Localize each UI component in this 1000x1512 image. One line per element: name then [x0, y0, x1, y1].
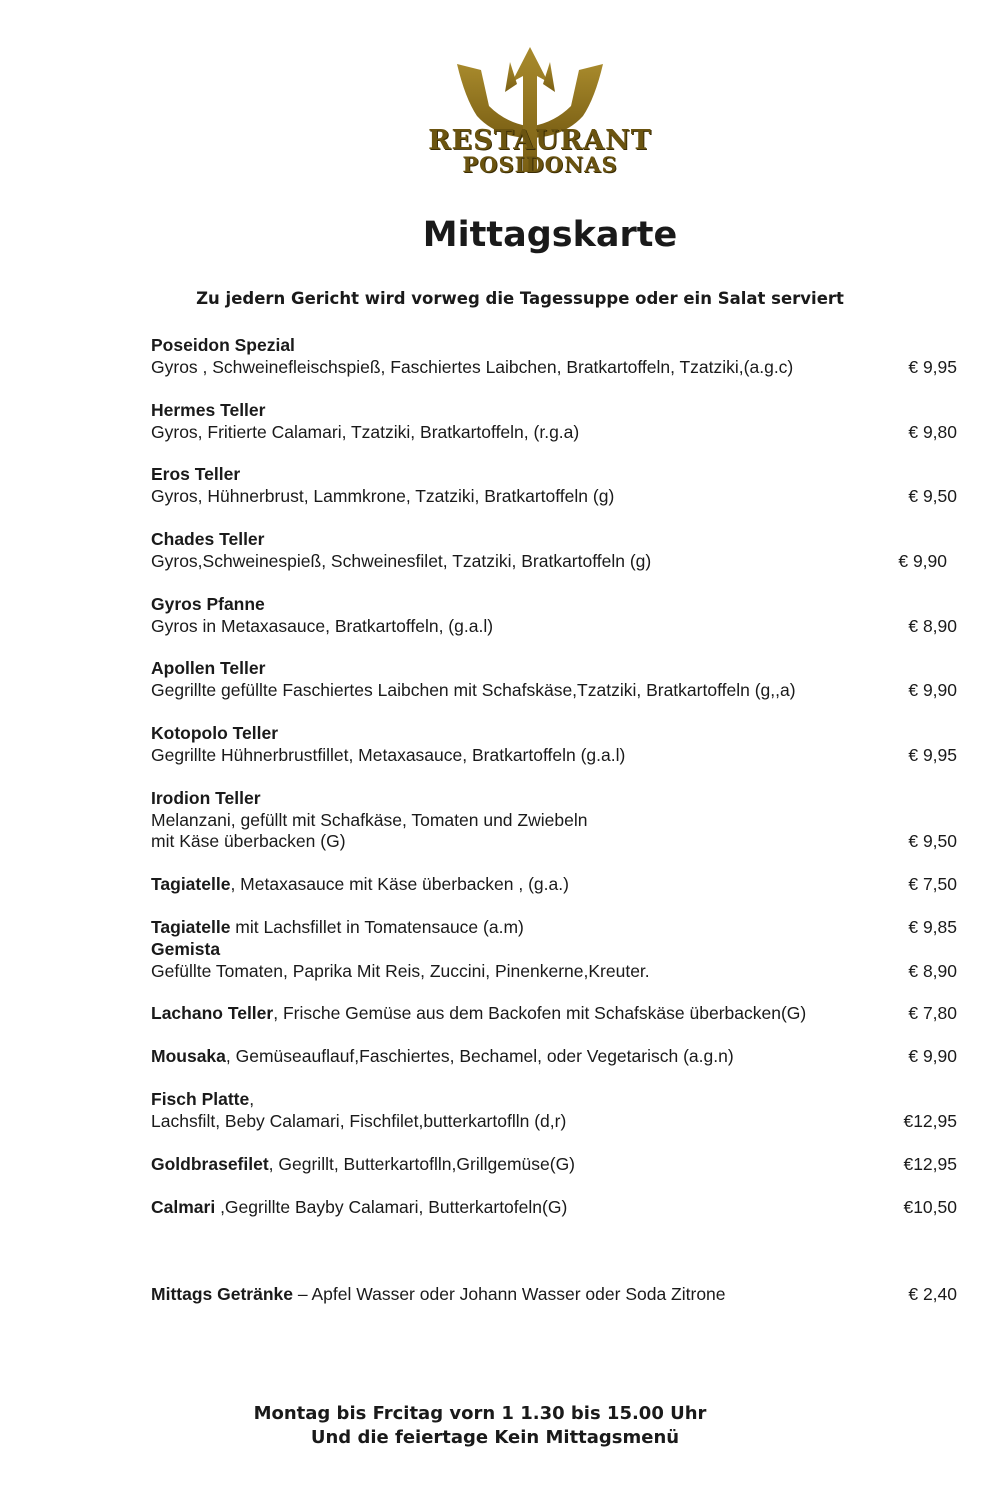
menu-item-calmari	[151, 1197, 961, 1219]
item-description: Gefüllte Tomaten, Paprika Mit Reis, Zuccini, Pinenkerne,Kreuter.	[151, 960, 650, 981]
menu-item-lachano-teller	[151, 1003, 961, 1025]
item-description: Melanzani, gefüllt mit Schafkäse, Tomaten und Zwiebeln	[151, 809, 588, 830]
menu-item-gemista	[151, 939, 961, 982]
item-price: € 8,90	[908, 960, 957, 981]
item-price: € 9,50	[908, 831, 957, 851]
footer-hours: Montag bis Frcitag vorn 1 1.30 bis 15.00 Uhr	[253, 1403, 707, 1424]
menu-item-irodion-teller	[151, 788, 961, 853]
item-price: € 7,80	[908, 1003, 957, 1023]
menu-item-goldbrasefilet	[151, 1154, 961, 1176]
page-subtitle: Zu jedern Gericht wird vorweg die Tagessuppe oder ein Salat serviert	[196, 289, 844, 308]
logo-text-restaurant: RESTAURANT	[428, 125, 652, 156]
item-price: €10,50	[903, 1197, 957, 1217]
item-description: , Gegrillt, Butterkartoflln,Grillgemüse(G)	[268, 1154, 576, 1174]
menu-item-poseidon-spezial	[151, 335, 961, 378]
item-description: , Metaxasauce mit Käse überbacken , (g.a.)	[230, 874, 569, 894]
item-name: Apollen Teller	[151, 658, 266, 678]
item-description: – Apfel Wasser oder Johann Wasser oder Soda Zitrone	[292, 1284, 726, 1304]
menu-item-tagiatelle-lachs	[151, 917, 961, 939]
item-price: € 9,90	[908, 1046, 957, 1066]
item-name: Calmari	[151, 1197, 216, 1217]
menu-item-hermes-teller	[151, 400, 961, 443]
menu-item-mousaka	[151, 1046, 961, 1068]
item-price: € 9,85	[908, 917, 957, 937]
item-name: Goldbrasefilet	[151, 1154, 269, 1174]
restaurant-logo	[405, 42, 675, 182]
item-price: € 9,90	[908, 679, 957, 700]
item-name: Lachano Teller	[151, 1003, 274, 1023]
item-name: Poseidon Spezial	[151, 335, 295, 355]
item-name: Gemista	[151, 939, 221, 959]
menu-item-apollen-teller	[151, 658, 961, 701]
item-price: € 9,95	[908, 356, 957, 377]
item-price: € 2,40	[908, 1284, 957, 1304]
item-price: €12,95	[903, 1154, 957, 1174]
item-name: Hermes Teller	[151, 400, 266, 420]
item-name: Kotopolo Teller	[151, 723, 279, 743]
item-description: Gegrillte Hühnerbrustfillet, Metaxasauce, Bratkartoffeln (g.a.l)	[151, 744, 626, 765]
item-description: , Gemüseauflauf,Faschiertes, Bechamel, oder Vegetarisch (a.g.n)	[225, 1046, 734, 1066]
item-description: , Frische Gemüse aus dem Backofen mit Schafskäse überbacken(G)	[273, 1003, 807, 1023]
item-description: Gegrillte gefüllte Faschiertes Laibchen mit Schafskäse,Tzatziki, Bratkartoffeln (g,,a)	[151, 679, 796, 700]
item-price: €12,95	[903, 1110, 957, 1131]
item-description: Gyros, Hühnerbrust, Lammkrone, Tzatziki, Bratkartoffeln (g)	[151, 485, 615, 506]
menu-item-gyros-pfanne	[151, 594, 961, 637]
item-name: Irodion Teller	[151, 788, 261, 808]
item-description: Gyros in Metaxasauce, Bratkartoffeln, (g.a.l)	[151, 615, 494, 636]
menu-item-eros-teller	[151, 464, 961, 507]
item-price: € 9,80	[908, 421, 957, 442]
menu-item-tagiatelle-metaxa	[151, 874, 961, 896]
item-price: € 9,90	[898, 550, 947, 571]
logo-text-posidonas: POSIDONAS	[462, 152, 618, 177]
item-price: € 8,90	[908, 615, 957, 636]
menu-item-mittags-getraenke	[151, 1284, 961, 1306]
item-description: Gyros,Schweinespieß, Schweinesfilet, Tzatziki, Bratkartoffeln (g)	[151, 550, 652, 571]
item-name: Mousaka	[151, 1046, 226, 1066]
item-name: Fisch Platte	[151, 1089, 250, 1109]
page-title: Mittagskarte	[422, 215, 678, 255]
menu-item-kotopolo-teller	[151, 723, 961, 766]
item-name-suffix: ,	[249, 1089, 255, 1109]
item-description: Gyros, Fritierte Calamari, Tzatziki, Bratkartoffeln, (r.g.a)	[151, 421, 580, 442]
item-name: Tagiatelle	[151, 917, 231, 937]
item-name: Eros Teller	[151, 464, 241, 484]
menu-item-chades-teller	[151, 529, 961, 572]
item-name: Gyros Pfanne	[151, 594, 265, 614]
footer-holiday-note: Und die feiertage Kein Mittagsmenü	[310, 1427, 680, 1448]
item-name: Tagiatelle	[151, 874, 231, 894]
item-description: mit Lachsfillet in Tomatensauce (a.m)	[230, 917, 524, 937]
item-description: Lachsfilt, Beby Calamari, Fischfilet,butterkartoflln (d,r)	[151, 1110, 567, 1131]
item-name: Mittags Getränke	[151, 1284, 293, 1304]
item-price: € 9,50	[908, 485, 957, 506]
item-description-line2: mit Käse überbacken (G)	[151, 831, 346, 851]
item-name: Chades Teller	[151, 529, 265, 549]
item-description: ,Gegrillte Bayby Calamari, Butterkartofeln(G)	[215, 1197, 568, 1217]
menu-item-fisch-platte	[151, 1089, 961, 1132]
item-description: Gyros , Schweinefleischspieß, Faschiertes Laibchen, Bratkartoffeln, Tzatziki,(a.g.c)	[151, 356, 794, 377]
item-price: € 9,95	[908, 744, 957, 765]
item-price: € 7,50	[908, 874, 957, 894]
